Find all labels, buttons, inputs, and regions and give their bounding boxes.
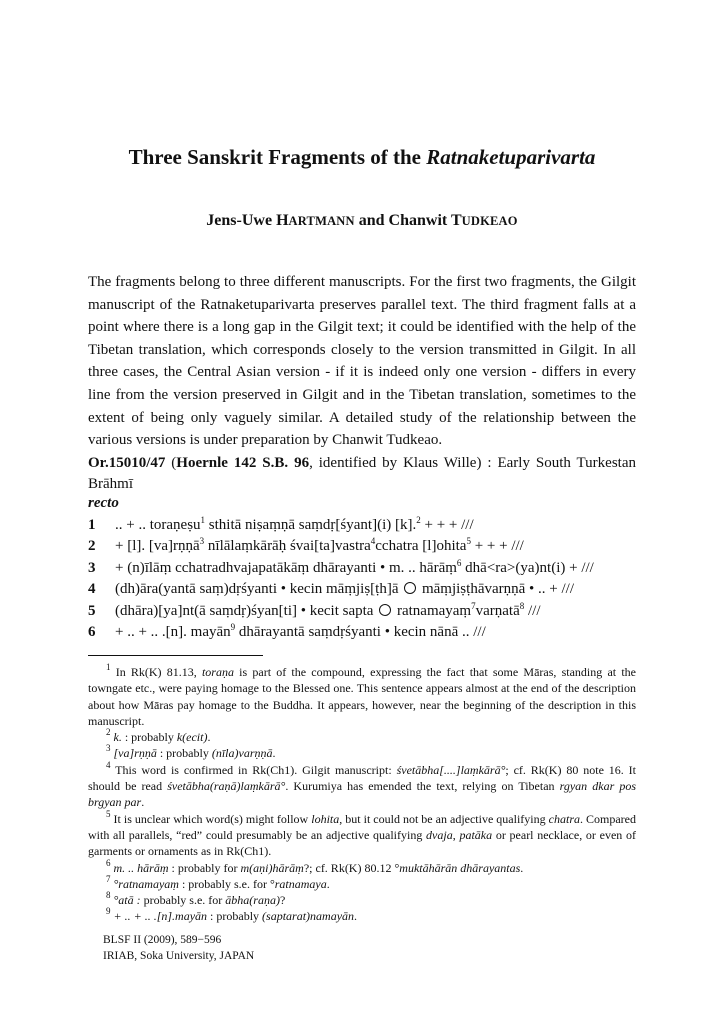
footnote-number: 1 — [106, 662, 111, 672]
footnote — [88, 857, 636, 876]
line-text: + (n)īlāṃ cchatradhvajapatākāṃ dhārayanti • m. .. hārāṃ — [115, 559, 457, 576]
transliteration-lines — [88, 515, 648, 643]
footnote-text: ?; cf. Rk(K) 80.12 ° — [303, 860, 400, 875]
line-text: sthitā niṣaṃṇā saṃdṛ[śyant](i) [k]. — [205, 517, 417, 533]
line-text: + + + /// — [420, 517, 474, 533]
transliteration-line — [88, 536, 648, 557]
line-text: (dh)āra(yantā saṃ)dṛśyanti • kecin māṃjiṣ[ṭh]ā — [115, 581, 399, 598]
footnote-italic: ābha(raṇa) — [225, 893, 280, 908]
footnote-italic: k(ecit) — [176, 730, 208, 745]
transliteration-line — [88, 622, 648, 643]
fragment-id: Or.15010/47 — [88, 455, 166, 471]
line-number: 2 — [88, 538, 96, 555]
footnote-number: 6 — [106, 857, 111, 868]
footnote-number: 9 — [106, 906, 111, 917]
footnote — [88, 745, 636, 761]
footnote-number: 4 — [106, 759, 111, 770]
line-text: cchatra [l]ohita — [375, 538, 467, 555]
footnote-italic: °atā : — [110, 893, 141, 908]
footnote-italic: (saptarat)namayān — [262, 909, 355, 924]
footnote-italic: patāka — [459, 827, 493, 842]
footnote-italic: lohita — [311, 811, 340, 826]
footnote-text: This word is confirmed in Rk(Ch1). Gilgit manuscript: — [110, 762, 397, 777]
footnote-text: : probably for — [168, 860, 241, 875]
footnote-text: . — [141, 795, 145, 810]
author2-last-rest: UDKEAO — [461, 214, 518, 228]
recto-label: recto — [88, 495, 119, 511]
string-hole-circle-icon — [404, 582, 416, 594]
footnote-italic: m(aṇi)hārāṃ — [240, 860, 304, 875]
line-number: 6 — [88, 623, 96, 640]
line-text: + .. + .. .[n]. mayān — [115, 623, 231, 640]
line-text: māṃjiṣṭhāvarṇṇā • .. + /// — [421, 581, 574, 598]
footnote-text: : probably — [156, 746, 212, 761]
footnote-italic: (nīla)varṇṇā — [211, 746, 273, 761]
abstract-paragraph: The fragments belong to three different manuscripts. For the first two fragments, the Gilgit manuscript of the Ratnaketuparivarta preserves parallel text. The third fragment falls at a point where there is a long gap in the Gilgit text; it could be identified with the help of the Tibetan translation, which corresponds closely to the version transmitted in Gilgit. In all three cases, the Central Asian version - if it is indeed only one version - differs in every line from the version preserved in Gilgit and in the Tibetan translation, sometimes to the extent of being only vaguely similar. A detailed study of the relationship between the various versions is under preparation by Chanwit Tudkeao. — [88, 274, 636, 449]
footnote-text: . — [326, 876, 330, 891]
transliteration-line — [88, 579, 648, 600]
footnote-text: , — [452, 827, 460, 842]
string-hole-circle-icon — [379, 604, 391, 616]
footnote-number: 3 — [106, 743, 111, 754]
footnote-italic: muktāhārān dhārayantas — [399, 860, 521, 875]
title-italic: Ratnaketuparivarta — [426, 145, 596, 169]
footnote-text: . — [520, 860, 524, 875]
footnote-italic: dvaja — [426, 827, 453, 842]
line-text: varṇatā — [475, 602, 520, 619]
footnote-number: 2 — [106, 727, 111, 738]
line-number: 3 — [88, 559, 96, 576]
citation-line: BLSF II (2009), 589−596 — [103, 934, 222, 946]
author2-last-initial: T — [450, 212, 462, 229]
footnote-ref: 2 — [416, 515, 421, 525]
fragment-reference: Hoernle 142 S.B. 96 — [176, 455, 310, 471]
line-text: (dhāra)[ya]nt(ā saṃdṛ)śyan[ti] • kecit sapta — [115, 602, 374, 619]
footnote-text: : probably s.e. for ° — [178, 876, 275, 891]
footnote-italic: m. .. hārāṃ — [110, 860, 169, 875]
page-footer — [103, 932, 254, 964]
author1-last-rest: ARTMANN — [288, 214, 355, 228]
footnote-text: . — [354, 909, 358, 924]
footnote-text: . — [207, 730, 211, 745]
transliteration-line — [88, 601, 648, 622]
paper-title — [0, 145, 724, 170]
line-number: 1 — [88, 517, 96, 533]
footnote-italic: rgyan dkar pos brgyan par — [88, 779, 636, 810]
footnote — [88, 908, 636, 924]
footnote-text: In Rk(K) 81.13, — [110, 665, 202, 679]
line-text: nīlālaṃkārāḥ śvai[ta]vastra — [204, 538, 371, 555]
footnote-italic: ratnamaya — [274, 876, 327, 891]
author1-first: Jens-Uwe — [206, 212, 277, 229]
footnote-text: . — [272, 746, 276, 761]
footnote-text: , but it could not be an adjective qualifying — [339, 811, 549, 826]
fragment-heading — [88, 453, 636, 495]
footnote-ref: 4 — [370, 536, 376, 547]
line-number: 4 — [88, 581, 96, 598]
footnote — [88, 808, 636, 860]
footnote-ref: 7 — [471, 600, 476, 611]
line-text: .. + .. toraṇeṣu — [115, 517, 201, 533]
footnote-italic: °ratnamayaṃ — [110, 876, 179, 891]
footnote-ref: 8 — [519, 600, 525, 611]
footnote-italic: śvetābha(raṇā)laṃkārā° — [167, 779, 286, 794]
heading-paren: ( — [165, 455, 177, 471]
footnote-text: is part of the compound, expressing the fact that some Māras, standing at the towngate etc., were paying homage to the Blessed one. This sentence appears almost at the end of the description about how Māras pay homage to the Buddha. It appears, however, near the beginning of the description in this manuscript. — [88, 665, 636, 728]
footnotes — [88, 664, 636, 925]
footnote — [88, 729, 636, 745]
footnote — [88, 873, 636, 892]
author-line — [0, 212, 724, 230]
title-text: Three Sanskrit Fragments of the — [128, 145, 427, 169]
footnote — [88, 664, 636, 729]
footnote-italic: [va]rṇṇā — [110, 746, 157, 761]
footnote-text: . Kurumiya has emended the text, relying on Tibetan — [285, 779, 560, 794]
footnote-ref: 3 — [199, 536, 205, 547]
institution-line: IRIAB, Soka University, JAPAN — [103, 950, 255, 962]
footnote-text: probably s.e. for — [140, 893, 226, 908]
footnote-text: ; cf. Rk(K) 80 note 16. It should be read — [88, 762, 637, 794]
footnote-text: or pearl necklace, or even of garments or ornaments as in Rk(Ch1). — [88, 827, 636, 859]
footnote — [88, 759, 637, 811]
footnote — [88, 892, 636, 908]
line-text: /// — [524, 602, 541, 619]
transliteration-line — [88, 515, 648, 536]
footnote-italic: + .. + .. .[n].mayān — [110, 909, 208, 924]
line-text: + + + /// — [470, 538, 524, 555]
footnote-text: : probably — [121, 730, 177, 745]
line-number: 5 — [88, 602, 96, 619]
footnote-italic: śvetābha[....]laṃkārā° — [396, 762, 506, 777]
line-text: dhā<ra>(ya)nt(i) + /// — [461, 559, 594, 576]
footnote-text: It is unclear which word(s) might follow — [110, 811, 312, 826]
line-text: + [l]. [va]rṇṇā — [115, 538, 200, 555]
footnote-text: . Compared with all parallels, “red” could presumably be an adjective qualifying — [88, 811, 636, 842]
footnote-number: 7 — [106, 873, 111, 884]
footnote-text: ? — [279, 893, 286, 908]
footnote-ref: 9 — [230, 621, 236, 632]
footnote-italic: chatra — [548, 811, 580, 826]
footnote-ref: 5 — [466, 536, 471, 547]
author1-last-initial: H — [276, 212, 289, 229]
footnote-text: : probably — [207, 909, 263, 924]
footnote-italic: k. — [110, 730, 122, 745]
footnote-number: 8 — [106, 890, 111, 901]
fragment-description: , identified by Klaus Wille) : Early South Turkestan Brāhmī — [88, 455, 636, 492]
footnote-ref: 6 — [456, 557, 462, 568]
footnote-divider — [88, 655, 263, 656]
line-text: dhārayantā saṃdṛśyanti • kecin nānā .. /// — [235, 623, 486, 640]
line-text: ratnamayaṃ — [396, 602, 472, 619]
footnote-ref: 1 — [200, 515, 206, 525]
author-conjunction: and Chanwit — [354, 212, 451, 229]
footnote-italic: toraṇa — [201, 665, 234, 679]
transliteration-line — [88, 558, 648, 579]
footnote-number: 5 — [106, 808, 111, 819]
